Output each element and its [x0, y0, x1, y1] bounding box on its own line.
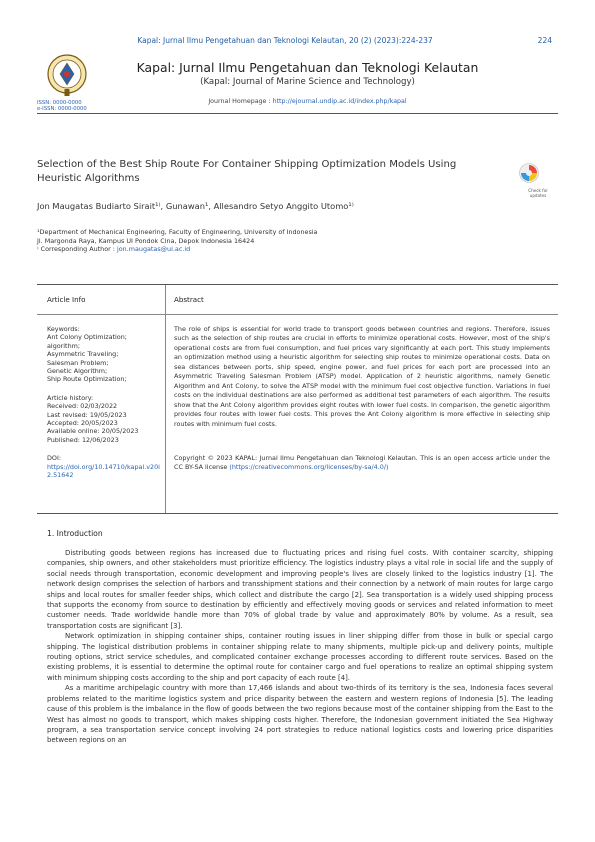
journal-homepage-link[interactable]: http://ejournal.undip.ac.id/index.php/kapal: [272, 98, 407, 105]
info-heading-divider: [37, 314, 558, 315]
keyword-item: Ant Colony Optimization;: [47, 333, 127, 342]
keyword-item: Ship Route Optimization;: [47, 375, 127, 384]
info-column-divider: [165, 285, 166, 513]
header-divider: [37, 113, 558, 114]
crossmark-label: Check for updates: [528, 188, 548, 198]
affiliations: [37, 228, 317, 254]
keyword-item: algorithm;: [47, 341, 80, 350]
copyright-notice: Copyright © 2023 KAPAL: Jurnal Ilmu Pengetahuan dan Teknologi Kelautan. This is an open access article under the CC BY-SA license (https://creativecommons.org/licenses/by-sa/4.0/): [174, 454, 550, 472]
info-bottom-divider: [37, 513, 558, 514]
history-item: Last revised: 19/05/2023: [47, 410, 127, 419]
crossmark-badge[interactable]: [519, 163, 557, 198]
body-paragraph: As a maritime archipelagic country with more than 17,466 islands and about two-thirds of its territory is the sea, Indonesia faces several problems related to the maritime logistics system and price disparity between the eastern and western regions of Indonesia [5]. The leading cause of this problem is the imbalance in the flow of goods between the two regions because most of the container shipping from the East to the West has almost no goods to transport, which makes shipping costs higher. Therefore, the Indonesian government initiated the Sea Highway program, a sea transportation service concept involving 24 port strategies to reduce national logistics costs and lowering price disparities between regions on an: [47, 684, 553, 745]
abstract-text: The role of ships is essential for world trade to transport goods between countries and regions. Therefore, issues such as the selection of ship routes are crucial in efforts to minimize operational costs. However, most of the ship's operational costs are from fuel consumption, and fuel prices vary significantly at each port. This study implements an optimization method using a heuristic algorithm for selecting ship routes to minimize operational costs. Data on sea distances between ports, ship speed, engine power, and fuel prices for each port are processed into an Asymmetric Traveling Salesman Problem (ATSP) model. Application of 2 heuristic algorithms, namely Genetic Algorithm and Ant Colony, to solve the ATSP model with the minimum fuel cost objective function. Variations in fuel costs on the individual destinations are also performed as additional test parameters of each algorithm. The results show that the Ant Colony algorithm provides eight routes with lower fuel costs. In comparison, the genetic algorithm provides four routes with lower fuel costs. This proves the Ant Colony algorithm is more effective in selecting ship routes with minimum fuel costs.: [174, 325, 550, 428]
history-label: Article history:: [47, 393, 94, 402]
abstract-heading: Abstract: [174, 295, 204, 304]
info-top-divider: [37, 284, 558, 285]
author-list: Jon Maugatas Budiarto Sirait¹⁾, Gunawan¹, Allesandro Setyo Anggito Utomo¹⁾: [37, 201, 354, 211]
keyword-item: Genetic Algorithm;: [47, 367, 108, 376]
journal-name: Kapal: Jurnal Ilmu Pengetahuan dan Teknologi Kelautan: [136, 60, 479, 75]
body-paragraph: Network optimization in shipping container ships, container routing issues in liner shipping differ from those in bulk or special cargo shipping. The logistical distribution problems in container shipping relate to many shipments, multiple pick-up and delivery points, multiple routing options, strict service schedules, and complicated container exchange processes according to different route services. Based on the existing problems, it is essential to determine the optimal route for container cargo and fuel operations to realize an optimal shipping system with minimum shipping costs according to the ship and port capacity of each route [4].: [47, 632, 553, 682]
body-paragraph: Distributing goods between regions has increased due to fluctuating prices and rising fuel costs. With container scarcity, shipping companies, ship owners, and other stakeholders must prioritize efficiency. The logistics industry plays a vital role in social life and the supply of social needs through transportation, economic development and improving people's lives are closely linked to the logistics industry [1]. The network design comprises the selection of harbors and transshipment stations and their connection by a network of main routes for large cargo ships and local routes for smaller feeder ships, which collect and distribute the cargo [2]. Sea transportation is a widely used shipping process that supports the economy from source to destination by efficiently and effectively moving goods or services and related information to meet customer needs. Trade worldwide handle more than 70% of global trade by value and approximately 80% by volume. As a result, sea transportation costs are significant [3].: [47, 549, 553, 630]
introduction-body: [47, 548, 553, 746]
doi-link[interactable]: https://doi.org/10.14710/kapal.v20i2.51642: [47, 462, 160, 480]
journal-logo: [37, 54, 97, 112]
journal-masthead: [110, 60, 505, 105]
affiliation-department: ¹Department of Mechanical Engineering, Faculty of Engineering, University of Indonesia: [37, 228, 318, 236]
page-number: 224: [537, 36, 552, 45]
history-item: Available online: 20/05/2023: [47, 427, 139, 436]
running-header-journal: Kapal: Jurnal Ilmu Pengetahuan dan Teknologi Kelautan, 20 (2) (2023):224-237: [137, 36, 433, 45]
journal-homepage: Journal Homepage : http://ejournal.undip.ac.id/index.php/kapal: [208, 98, 407, 105]
keyword-item: Asymmetric Traveling;: [47, 350, 119, 359]
history-item: Accepted: 20/05/2023: [47, 419, 118, 428]
keywords-label: Keywords:: [47, 325, 80, 333]
article-info-panel: [47, 325, 163, 480]
keyword-item: Salesman Problem;: [47, 358, 109, 367]
history-item: Received: 02/03/2022: [47, 402, 118, 411]
doi-label: DOI:: [47, 454, 61, 463]
license-link[interactable]: (https://creativecommons.org/licenses/by-sa/4.0/): [229, 463, 389, 472]
article-info-heading: Article Info: [47, 295, 86, 304]
university-seal-icon: [47, 54, 87, 98]
corresponding-author: ⁾ Corresponding Author : jon.maugatas@ui.ac.id: [37, 245, 191, 254]
logo-caption: ISSN: 0000-0000 e-ISSN: 0000-0000: [37, 100, 87, 113]
affiliation-address: Jl. Margonda Raya, Kampus UI Pondok Cina, Depok Indonesia 16424: [37, 236, 255, 245]
journal-subtitle: (Kapal: Journal of Marine Science and Technology): [200, 77, 415, 87]
article-title: Selection of the Best Ship Route For Container Shipping Optimization Models Using Heuristic Algorithms: [37, 159, 457, 184]
corresponding-email-link[interactable]: jon.maugatas@ui.ac.id: [116, 245, 191, 254]
crossmark-icon[interactable]: [519, 163, 539, 183]
section-heading-introduction: 1. Introduction: [47, 529, 103, 538]
history-item: Published: 12/06/2023: [47, 435, 119, 444]
